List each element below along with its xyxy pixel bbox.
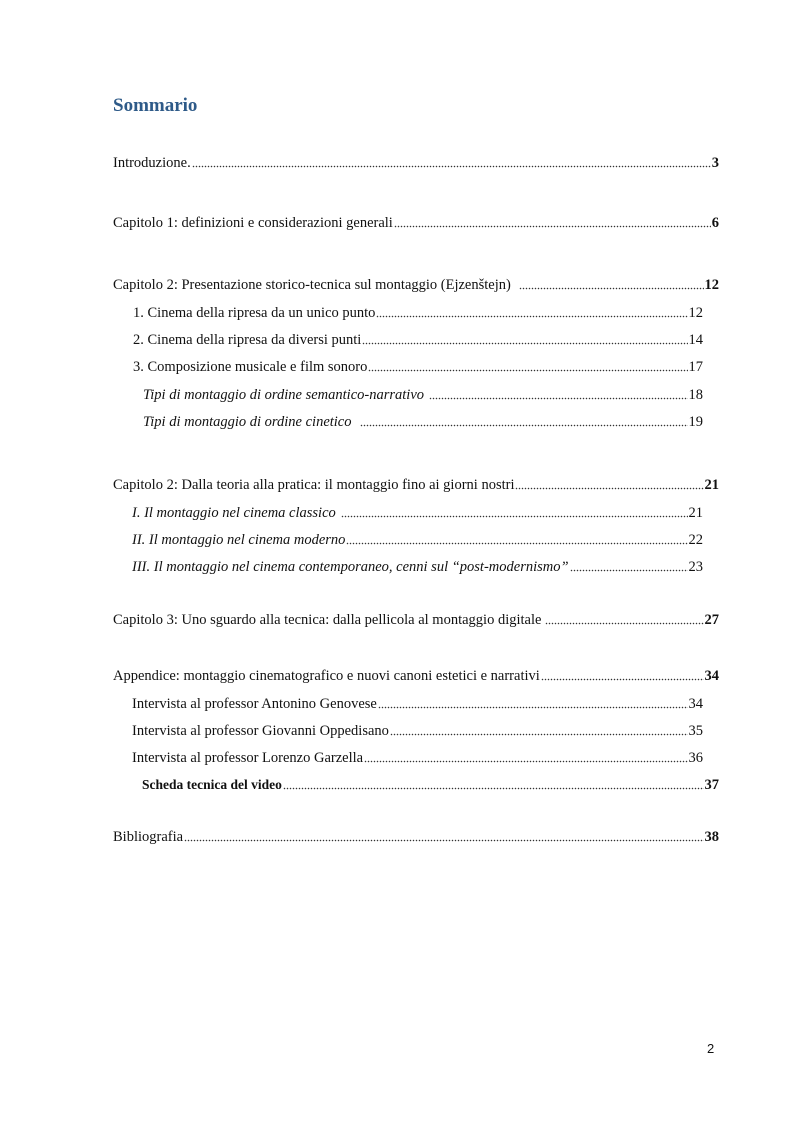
toc-entry-label: Capitolo 2: Dalla teoria alla pratica: il montaggio fino ai giorni nostri — [113, 477, 515, 493]
toc-entry-page: 3 — [711, 155, 719, 171]
dot-leader — [364, 751, 687, 763]
dot-leader — [341, 506, 688, 518]
toc-entry-cinema-diversi-punti[interactable] — [133, 331, 703, 349]
toc-entry-page: 19 — [688, 414, 703, 430]
toc-entry-page: 21 — [688, 505, 703, 521]
dot-leader — [184, 830, 703, 842]
toc-entry-capitolo-1[interactable] — [113, 214, 719, 232]
toc-entry-introduzione[interactable] — [113, 154, 719, 172]
toc-entry-appendice[interactable] — [113, 667, 719, 685]
dot-leader — [368, 360, 687, 372]
dot-leader — [429, 388, 687, 400]
toc-entry-label: II. Il montaggio nel cinema moderno — [132, 532, 346, 548]
toc-entry-label: Scheda tecnica del video — [142, 777, 282, 792]
toc-entry-scheda-tecnica[interactable] — [142, 776, 719, 794]
toc-entry-page: 12 — [704, 277, 719, 293]
toc-entry-page: 6 — [711, 215, 719, 231]
page-number: 2 — [707, 1041, 715, 1056]
dot-leader — [394, 216, 711, 228]
toc-entry-page: 36 — [688, 750, 703, 766]
dot-leader — [390, 724, 688, 736]
dot-leader — [346, 533, 687, 545]
toc-entry-page: 14 — [688, 332, 703, 348]
dot-leader — [360, 415, 688, 427]
toc-entry-page: 27 — [704, 612, 719, 628]
toc-entry-label: Intervista al professor Antonino Genovese — [132, 696, 377, 712]
toc-entry-page: 23 — [688, 559, 703, 575]
toc-entry-label: Capitolo 2: Presentazione storico-tecnica sul montaggio (Ejzenštejn) — [113, 277, 511, 293]
toc-entry-intervista-genovese[interactable] — [132, 695, 703, 713]
dot-leader — [376, 306, 687, 318]
dot-leader — [378, 697, 688, 709]
toc-entry-capitolo-3[interactable] — [113, 611, 719, 629]
toc-entry-semantico-narrativo[interactable] — [143, 386, 703, 404]
toc-entry-label: Bibliografia — [113, 829, 184, 845]
toc-entry-cinema-classico[interactable] — [132, 504, 703, 522]
dot-leader — [519, 278, 704, 290]
dot-leader — [283, 778, 704, 790]
toc-entry-label: Capitolo 1: definizioni e considerazioni generali — [113, 215, 393, 231]
toc-entry-label: Tipi di montaggio di ordine semantico-narrativo — [143, 387, 425, 403]
toc-entry-label: 1. Cinema della ripresa da un unico punto — [133, 305, 376, 321]
toc-entry-page: 34 — [688, 696, 703, 712]
toc-entry-page: 17 — [688, 359, 703, 375]
dot-leader — [362, 333, 687, 345]
toc-entry-intervista-garzella[interactable] — [132, 749, 703, 767]
toc-entry-page: 18 — [688, 387, 703, 403]
toc-entry-capitolo-2-presentazione[interactable] — [113, 276, 719, 294]
toc-entry-label: Intervista al professor Giovanni Oppedisano — [132, 723, 389, 739]
toc-entry-label: 3. Composizione musicale e film sonoro — [133, 359, 368, 375]
dot-leader — [192, 156, 711, 168]
toc-entry-page: 12 — [688, 305, 703, 321]
toc-entry-page: 34 — [704, 668, 719, 684]
toc-entry-composizione-musicale[interactable] — [133, 358, 703, 376]
toc-entry-page: 38 — [704, 829, 719, 845]
toc-entry-page: 22 — [688, 532, 703, 548]
toc-entry-page: 37 — [704, 777, 719, 793]
dot-leader — [570, 560, 688, 572]
toc-entry-label: Intervista al professor Lorenzo Garzella — [132, 750, 364, 766]
toc-entry-label: 2. Cinema della ripresa da diversi punti — [133, 332, 362, 348]
dot-leader — [541, 669, 704, 681]
toc-entry-label: Capitolo 3: Uno sguardo alla tecnica: dalla pellicola al montaggio digitale — [113, 612, 542, 628]
toc-entry-label: Introduzione. — [113, 155, 191, 171]
toc-title: Sommario — [113, 95, 198, 116]
toc-entry-cinema-moderno[interactable] — [132, 531, 703, 549]
toc-entry-label: III. Il montaggio nel cinema contemporaneo, cenni sul “post-modernismo” — [132, 559, 569, 575]
dot-leader — [515, 478, 703, 490]
toc-entry-intervista-oppedisano[interactable] — [132, 722, 703, 740]
toc-entry-page: 21 — [704, 477, 719, 493]
toc-entry-label: Tipi di montaggio di ordine cinetico — [143, 414, 352, 430]
toc-entry-bibliografia[interactable] — [113, 828, 719, 846]
toc-entry-cinema-unico-punto[interactable] — [133, 304, 703, 322]
toc-entry-capitolo-2-teoria-pratica[interactable] — [113, 476, 719, 494]
toc-entry-cinema-contemporaneo[interactable] — [132, 558, 703, 576]
toc-entry-page: 35 — [688, 723, 703, 739]
dot-leader — [545, 613, 703, 625]
toc-entry-label: Appendice: montaggio cinematografico e nuovi canoni estetici e narrativi — [113, 668, 540, 684]
toc-entry-ordine-cinetico[interactable] — [143, 413, 703, 431]
toc-entry-label: I. Il montaggio nel cinema classico — [132, 505, 336, 521]
